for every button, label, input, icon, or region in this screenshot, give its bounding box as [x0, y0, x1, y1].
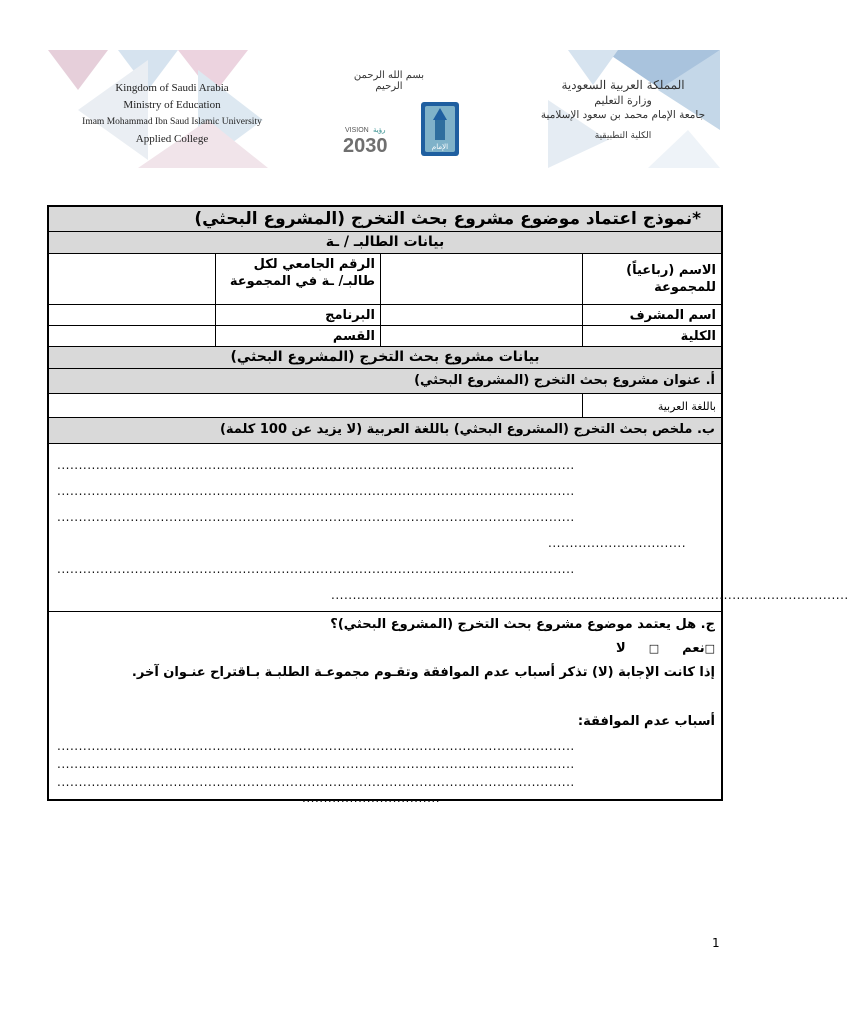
- summary-line: ........................................................................................................................: [57, 458, 575, 472]
- reasons-line[interactable]: ................................: [302, 791, 441, 805]
- vision-ar-label: رؤية: [373, 126, 386, 134]
- name-label: الاسم (رباعياً) للمجموعة: [582, 254, 721, 304]
- summary-line: ........................................................................................................................: [57, 510, 575, 524]
- summary-line: ........................................................................................................................: [57, 484, 575, 498]
- summary-line: ........................................................................................................................: [57, 562, 575, 576]
- supervisor-input[interactable]: [380, 305, 582, 325]
- name-id-row: [49, 254, 721, 305]
- student-id-input[interactable]: [47, 254, 215, 304]
- reasons-label: أسباب عدم الموافقة:: [577, 714, 715, 729]
- en-university: Imam Mohammad Ibn Saud Islamic University: [82, 117, 262, 127]
- project-title-label: أ. عنوان مشروع بحث التخرج (المشروع البحثي): [414, 373, 715, 388]
- approval-section: [49, 612, 721, 805]
- yes-checkbox[interactable]: □: [704, 642, 715, 655]
- vision-year: 2030: [343, 135, 388, 157]
- english-letterhead: [62, 80, 282, 148]
- ar-ministry: وزارة التعليم: [594, 94, 652, 107]
- emblem-text: الإمام: [431, 143, 449, 151]
- ar-college: الكلية التطبيقية: [594, 131, 652, 141]
- summary-area[interactable]: [49, 444, 849, 612]
- approval-form: [47, 205, 849, 805]
- page-number: 1: [712, 936, 720, 950]
- no-checkbox[interactable]: □: [648, 642, 660, 655]
- reasons-line[interactable]: ........................................................................................................................: [57, 739, 575, 753]
- summary-line: ........................................................................................................................: [331, 588, 849, 602]
- program-label: البرنامج: [215, 305, 380, 325]
- yes-label: نعم: [682, 641, 705, 656]
- rejection-note: إذا كانت الإجابة (لا) تذكر أسباب عدم الموافقة وتقـوم مجموعـة الطلبـة بـاقتراح عنـوان آخر.: [131, 665, 715, 680]
- en-ministry: Ministry of Education: [123, 99, 221, 111]
- project-title-row: [49, 369, 721, 394]
- arabic-title-input[interactable]: [49, 394, 582, 417]
- college-department-row: [49, 326, 721, 347]
- vision-2030-logo: [343, 126, 388, 157]
- bismillah-calligraphy: بسم الله الرحمن الرحيم: [353, 70, 425, 92]
- department-label: القسم: [215, 326, 380, 346]
- student-section-heading: بيانات الطالبـ / ـة: [325, 234, 445, 250]
- ar-kingdom: المملكة العربية السعودية: [561, 78, 685, 92]
- en-kingdom: Kingdom of Saudi Arabia: [115, 82, 229, 94]
- yes-no-options: [616, 640, 715, 657]
- university-emblem: [421, 102, 459, 156]
- header-banner: [48, 50, 720, 168]
- arabic-title-row: [49, 394, 721, 418]
- supervisor-program-row: [49, 305, 721, 326]
- reasons-line[interactable]: ........................................................................................................................: [57, 757, 575, 771]
- emblem-tower: [435, 120, 445, 140]
- arabic-title-label: باللغة العربية: [582, 394, 721, 417]
- form-title: *نموذج اعتماد موضوع مشروع بحث التخرج (المشروع البحثي): [194, 209, 701, 229]
- student-section-row: [49, 232, 721, 254]
- college-input[interactable]: [380, 326, 582, 346]
- arabic-letterhead: [538, 78, 708, 144]
- approval-question: ج. هل يعتمد موضوع مشروع بحث التخرج (المشروع البحثي)؟: [330, 617, 715, 632]
- student-id-label: الرقم الجامعي لكل طالبـ/ ـة في المجموعة: [215, 254, 380, 304]
- department-input[interactable]: [47, 326, 215, 346]
- center-logos: [343, 72, 473, 162]
- reasons-line[interactable]: ........................................................................................................................: [57, 775, 575, 789]
- ar-university: جامعة الإمام محمد بن سعود الإسلامية: [540, 109, 706, 121]
- vision-label: VISION: [345, 127, 369, 134]
- en-college: Applied College: [135, 133, 209, 145]
- summary-label: ب. ملخص بحث التخرج (المشروع البحثي) باللغة العربية (لا يزيد عن 100 كلمة): [219, 422, 715, 437]
- program-input[interactable]: [47, 305, 215, 325]
- summary-line: ................................: [548, 536, 687, 550]
- project-section-row: [49, 347, 721, 369]
- form-title-row: [49, 207, 721, 232]
- supervisor-label: اسم المشرف: [582, 305, 721, 325]
- name-input[interactable]: [380, 254, 582, 304]
- college-label: الكلية: [582, 326, 721, 346]
- no-label: لا: [615, 641, 626, 656]
- summary-label-row: [49, 418, 721, 444]
- project-section-heading: بيانات مشروع بحث التخرج (المشروع البحثي): [230, 349, 540, 365]
